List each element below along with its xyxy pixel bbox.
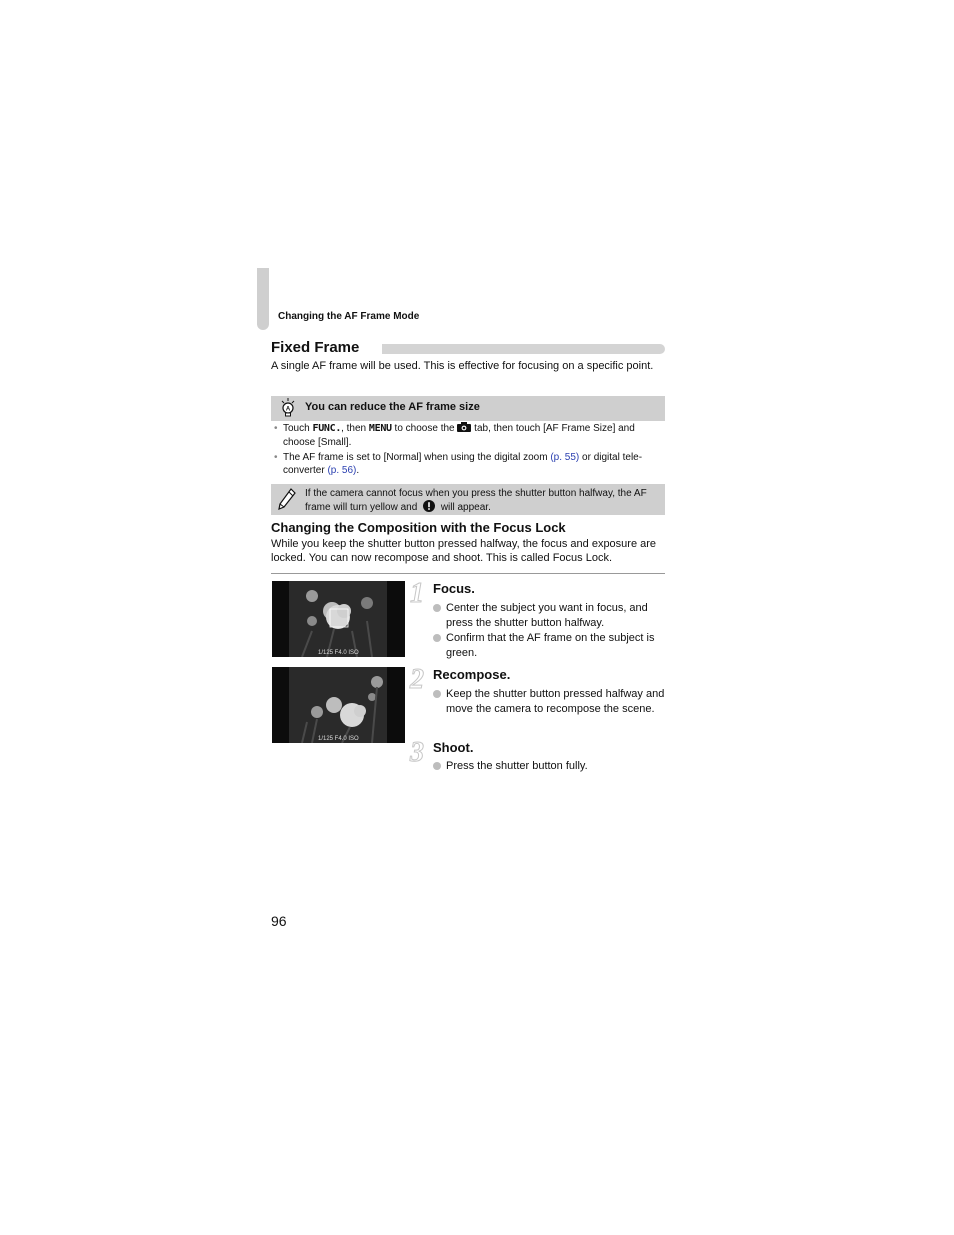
tip-title: You can reduce the AF frame size	[305, 401, 480, 413]
tip-text: tab, then touch [AF Frame Size] and choose [Small].	[283, 423, 635, 448]
step-bullet	[446, 759, 666, 774]
step-bullet	[446, 601, 666, 631]
step-number: 1	[410, 578, 424, 609]
func-label: FUNC.	[312, 423, 342, 434]
step-bullet-text: Confirm that the AF frame on the subject is green.	[446, 632, 655, 659]
chapter-side-tab	[257, 268, 269, 330]
note-text-part: If the camera cannot focus when you press the shutter button halfway, the AF frame will turn yellow and	[305, 488, 647, 513]
step-bullet	[446, 631, 666, 661]
tip-bullet	[274, 422, 663, 449]
page-number: 96	[271, 913, 287, 929]
bullet-dot: •	[274, 423, 278, 434]
tip-text: Touch	[283, 423, 313, 434]
step-number: 2	[410, 664, 424, 695]
bullet-dot: •	[274, 452, 278, 463]
tip-bullet	[274, 451, 663, 477]
svg-text:A: A	[285, 406, 291, 413]
note-text	[305, 487, 662, 516]
step-bullet-text: Center the subject you want in focus, and press the shutter button halfway.	[446, 602, 648, 629]
subsection-title: Changing the Composition with the Focus Lock	[271, 520, 566, 535]
tip-text: .	[356, 465, 360, 476]
step-photo-focus	[272, 581, 405, 657]
section-intro: A single AF frame will be used. This is effective for focusing on a specific point.	[271, 360, 654, 372]
section-title: Fixed Frame	[271, 339, 360, 356]
section-title-bar	[382, 344, 665, 354]
step-photo-recompose	[272, 667, 405, 743]
subsection-intro: While you keep the shutter button pressed halfway, the focus and exposure are locked. You can now recompose and shoot. This is called Focus Lock.	[271, 538, 657, 564]
tip-text: to choose the	[391, 423, 458, 434]
photo-overlay: 1/125 F4.0 ISO	[318, 736, 359, 742]
bullet-dot	[433, 690, 441, 698]
tip-text: or digital tele-converter	[283, 452, 643, 476]
page-link-56[interactable]: (p. 56)	[327, 465, 357, 476]
pencil-icon	[277, 487, 297, 511]
note-text-part: will appear.	[438, 502, 491, 513]
step-bullet-text: Keep the shutter button pressed halfway and move the camera to recompose the scene.	[446, 688, 665, 715]
camera-icon	[457, 422, 471, 436]
step-title: Focus.	[433, 581, 475, 596]
step-title: Recompose.	[433, 667, 511, 682]
photo-overlay: 1/125 F4.0 ISO	[318, 650, 359, 656]
step-bullet	[446, 687, 666, 717]
step-number: 3	[410, 737, 424, 768]
bullet-dot	[433, 634, 441, 642]
tip-text: , then	[341, 423, 369, 434]
step-bullet-text: Press the shutter button fully.	[446, 760, 588, 772]
bullet-dot	[433, 604, 441, 612]
exclamation-icon	[423, 500, 435, 516]
section-divider	[271, 573, 665, 574]
lightbulb-icon	[279, 398, 297, 418]
running-head: Changing the AF Frame Mode	[278, 311, 420, 322]
menu-label: MENU	[368, 423, 392, 434]
page-link-55[interactable]: (p. 55)	[550, 452, 580, 463]
step-title: Shoot.	[433, 740, 474, 755]
tip-text: The AF frame is set to [Normal] when using the digital zoom	[283, 452, 551, 463]
bullet-dot	[433, 762, 441, 770]
